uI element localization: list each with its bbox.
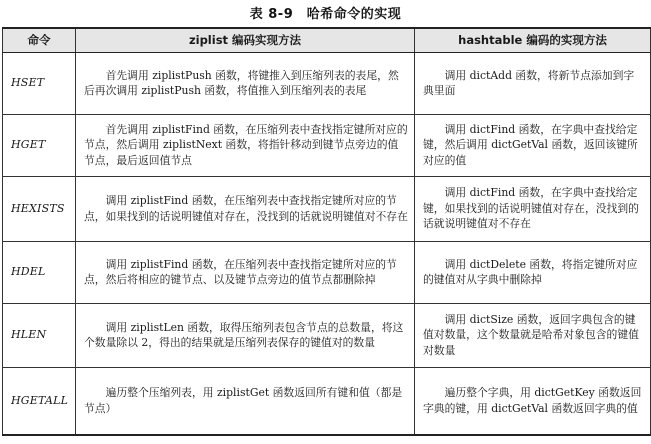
table-row (3, 367, 651, 435)
hashtable-cell (415, 241, 651, 303)
ziplist-text: 遍历整个压缩列表，用 ziplistGet 函数返回所有键和值（都是节点） (84, 386, 403, 415)
table-row (3, 114, 651, 176)
hashtable-text: 调用 dictFind 函数，在字典中查找给定键，然后调用 dictGetVal 函数，返回该键所对应的值 (423, 122, 638, 167)
table-row (3, 52, 651, 114)
hashtable-text: 遍历整个字典，用 dictGetKey 函数返回字典的键，用 dictGetVal 函数返回字典的值 (423, 386, 642, 415)
command-cell: HLEN (3, 303, 76, 367)
table-row (3, 241, 651, 303)
ziplist-cell (76, 367, 415, 435)
ziplist-cell (76, 303, 415, 367)
hashtable-cell (415, 52, 651, 114)
header-command: 命令 (3, 28, 76, 52)
hashtable-cell (415, 114, 651, 176)
ziplist-cell (76, 114, 415, 176)
command-cell: HSET (3, 52, 76, 114)
hashtable-text: 调用 dictSize 函数，返回字典包含的键值对数量，这个数量就是哈希对象包含的键值对数量 (423, 312, 639, 357)
header-hashtable: hashtable 编码的实现方法 (415, 28, 651, 52)
ziplist-text: 调用 ziplistLen 函数，取得压缩列表包含节点的总数量，将这个数量除以 2，得出的结果就是压缩列表保存的键值对的数量 (84, 320, 404, 349)
command-cell: HGETALL (3, 367, 76, 435)
hashtable-text: 调用 dictFind 函数，在字典中查找给定键，如果找到的话说明键值对存在，没找到的话就说明键值对不存在 (423, 186, 639, 231)
ziplist-text: 调用 ziplistFind 函数，在压缩列表中查找指定键所对应的节点，然后将相应的键节点、以及键节点旁边的值节点都删除掉 (84, 257, 397, 286)
header-ziplist: ziplist 编码实现方法 (76, 28, 415, 52)
ziplist-cell (76, 241, 415, 303)
hash-commands-table (2, 27, 651, 436)
table-row (3, 176, 651, 241)
hashtable-text: 调用 dictAdd 函数，将新节点添加到字典里面 (423, 68, 635, 97)
ziplist-text: 首先调用 ziplistFind 函数，在压缩列表中查找指定键所对应的节点，然后调用 ziplistNext 函数，将指针移动到键节点旁边的值节点，最后返回值节点 (84, 122, 408, 167)
ziplist-cell (76, 176, 415, 241)
ziplist-cell (76, 52, 415, 114)
hashtable-text: 调用 dictDelete 函数，将指定键所对应的键值对从字典中删除掉 (423, 257, 638, 286)
table-row (3, 303, 651, 367)
table-caption: 表 8-9 哈希命令的实现 (249, 7, 402, 22)
hashtable-cell (415, 367, 651, 435)
hashtable-cell (415, 303, 651, 367)
ziplist-text: 首先调用 ziplistPush 函数，将键推入到压缩列表的表尾，然后再次调用 ziplistPush 函数，将值推入到压缩列表的表尾 (84, 68, 399, 97)
table-header-row (3, 28, 651, 52)
ziplist-text: 调用 ziplistFind 函数，在压缩列表中查找指定键所对应的节点，如果找到的话说明键值对存在，没找到的话就说明键值对不存在 (84, 194, 408, 223)
command-cell: HGET (3, 114, 76, 176)
command-cell: HDEL (3, 241, 76, 303)
hashtable-cell (415, 176, 651, 241)
command-cell: HEXISTS (3, 176, 76, 241)
